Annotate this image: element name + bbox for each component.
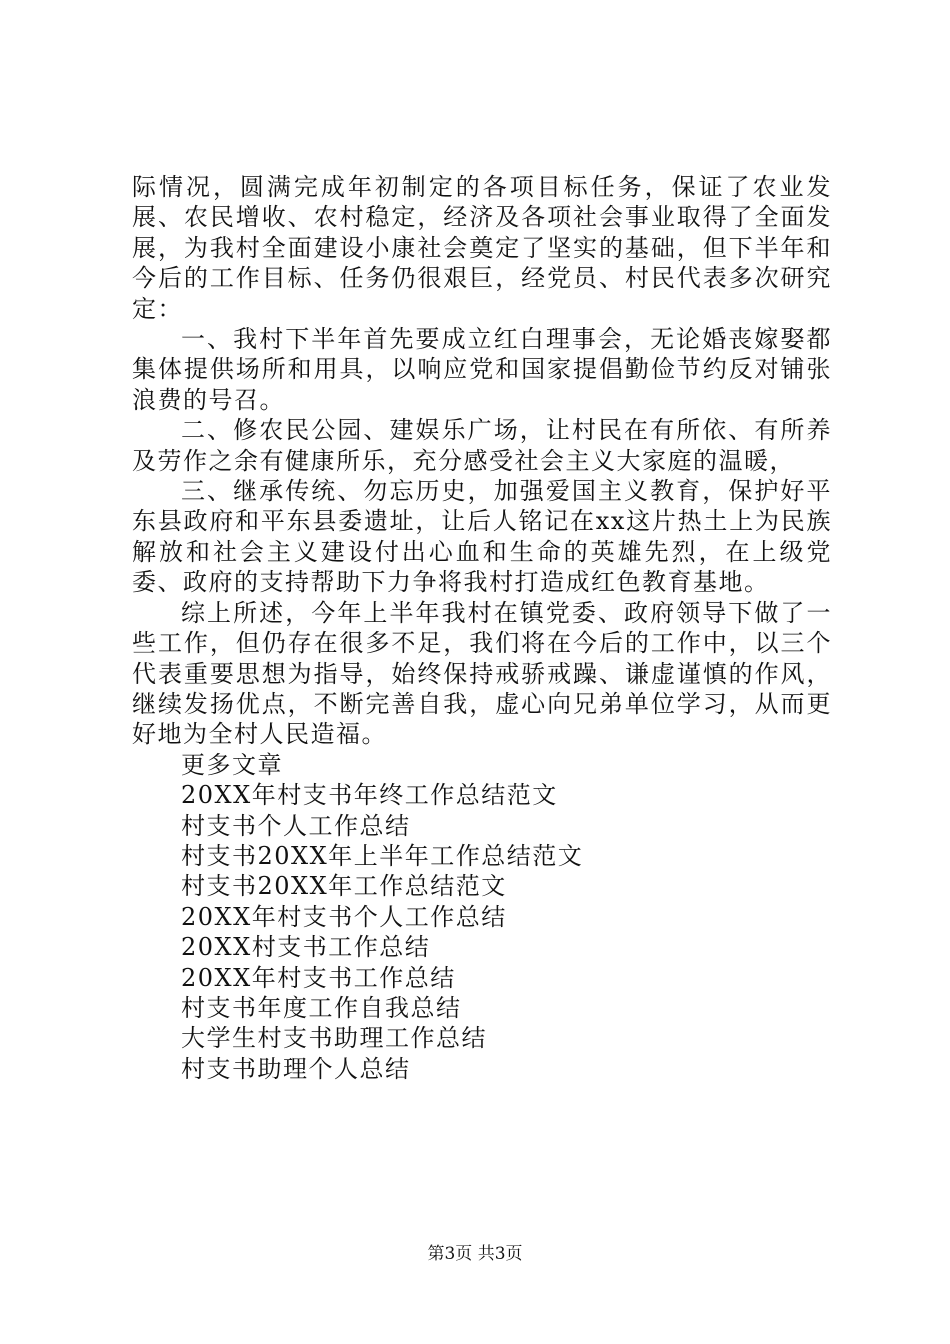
article-link[interactable]: 20XX年村支书年终工作总结范文 <box>181 781 558 810</box>
article-link[interactable]: 20XX村支书工作总结 <box>181 933 431 962</box>
more-articles-heading: 更多文章 <box>181 750 283 779</box>
article-link[interactable]: 村支书20XX年工作总结范文 <box>181 872 507 901</box>
paragraph-summary: 综上所述，今年上半年我村在镇党委、政府领导下做了一些工作，但仍存在很多不足，我们将在今后的工作中，以三个代表重要思想为指导，始终保持戒骄戒躁、谦虚谨慎的作风，继续发扬优点，不断完善自我，虚心向兄弟单位学习，从而更好地为全村人民造福。 <box>132 598 832 749</box>
paragraph-continuation: 际情况，圆满完成年初制定的各项目标任务，保证了农业发展、农民增收、农村稳定，经济及各项社会事业取得了全面发展，为我村全面建设小康社会奠定了坚实的基础，但下半年和今后的工作目标、任务仍很艰巨，经党员、村民代表多次研究定： <box>132 173 832 323</box>
article-link[interactable]: 村支书20XX年上半年工作总结范文 <box>181 841 584 870</box>
article-link[interactable]: 村支书年度工作自我总结 <box>181 993 462 1022</box>
more-articles-section <box>132 750 832 1084</box>
paragraph-item-3: 三、继承传统、勿忘历史，加强爱国主义教育，保护好平东县政府和平东县委遗址，让后人铭记在xx这片热土上为民族解放和社会主义建设付出心血和生命的英雄先烈，在上级党委、政府的支持帮助下力争将我村打造成红色教育基地。 <box>132 477 832 597</box>
document-body <box>132 172 832 1084</box>
article-link[interactable]: 大学生村支书助理工作总结 <box>181 1024 487 1053</box>
paragraph-item-1: 一、我村下半年首先要成立红白理事会，无论婚丧嫁娶都集体提供场所和用具，以响应党和国家提倡勤俭节约反对铺张浪费的号召。 <box>132 325 832 414</box>
article-link[interactable]: 村支书个人工作总结 <box>181 811 411 840</box>
article-link[interactable]: 20XX年村支书工作总结 <box>181 963 456 992</box>
paragraph-item-2: 二、修农民公园、建娱乐广场，让村民在有所依、有所养及劳作之余有健康所乐，充分感受社会主义大家庭的温暖， <box>132 416 832 475</box>
page-footer: 第3页 共3页 <box>427 1244 523 1264</box>
more-articles-list <box>132 780 832 1084</box>
article-link[interactable]: 20XX年村支书个人工作总结 <box>181 902 507 931</box>
article-link[interactable]: 村支书助理个人总结 <box>181 1054 411 1083</box>
